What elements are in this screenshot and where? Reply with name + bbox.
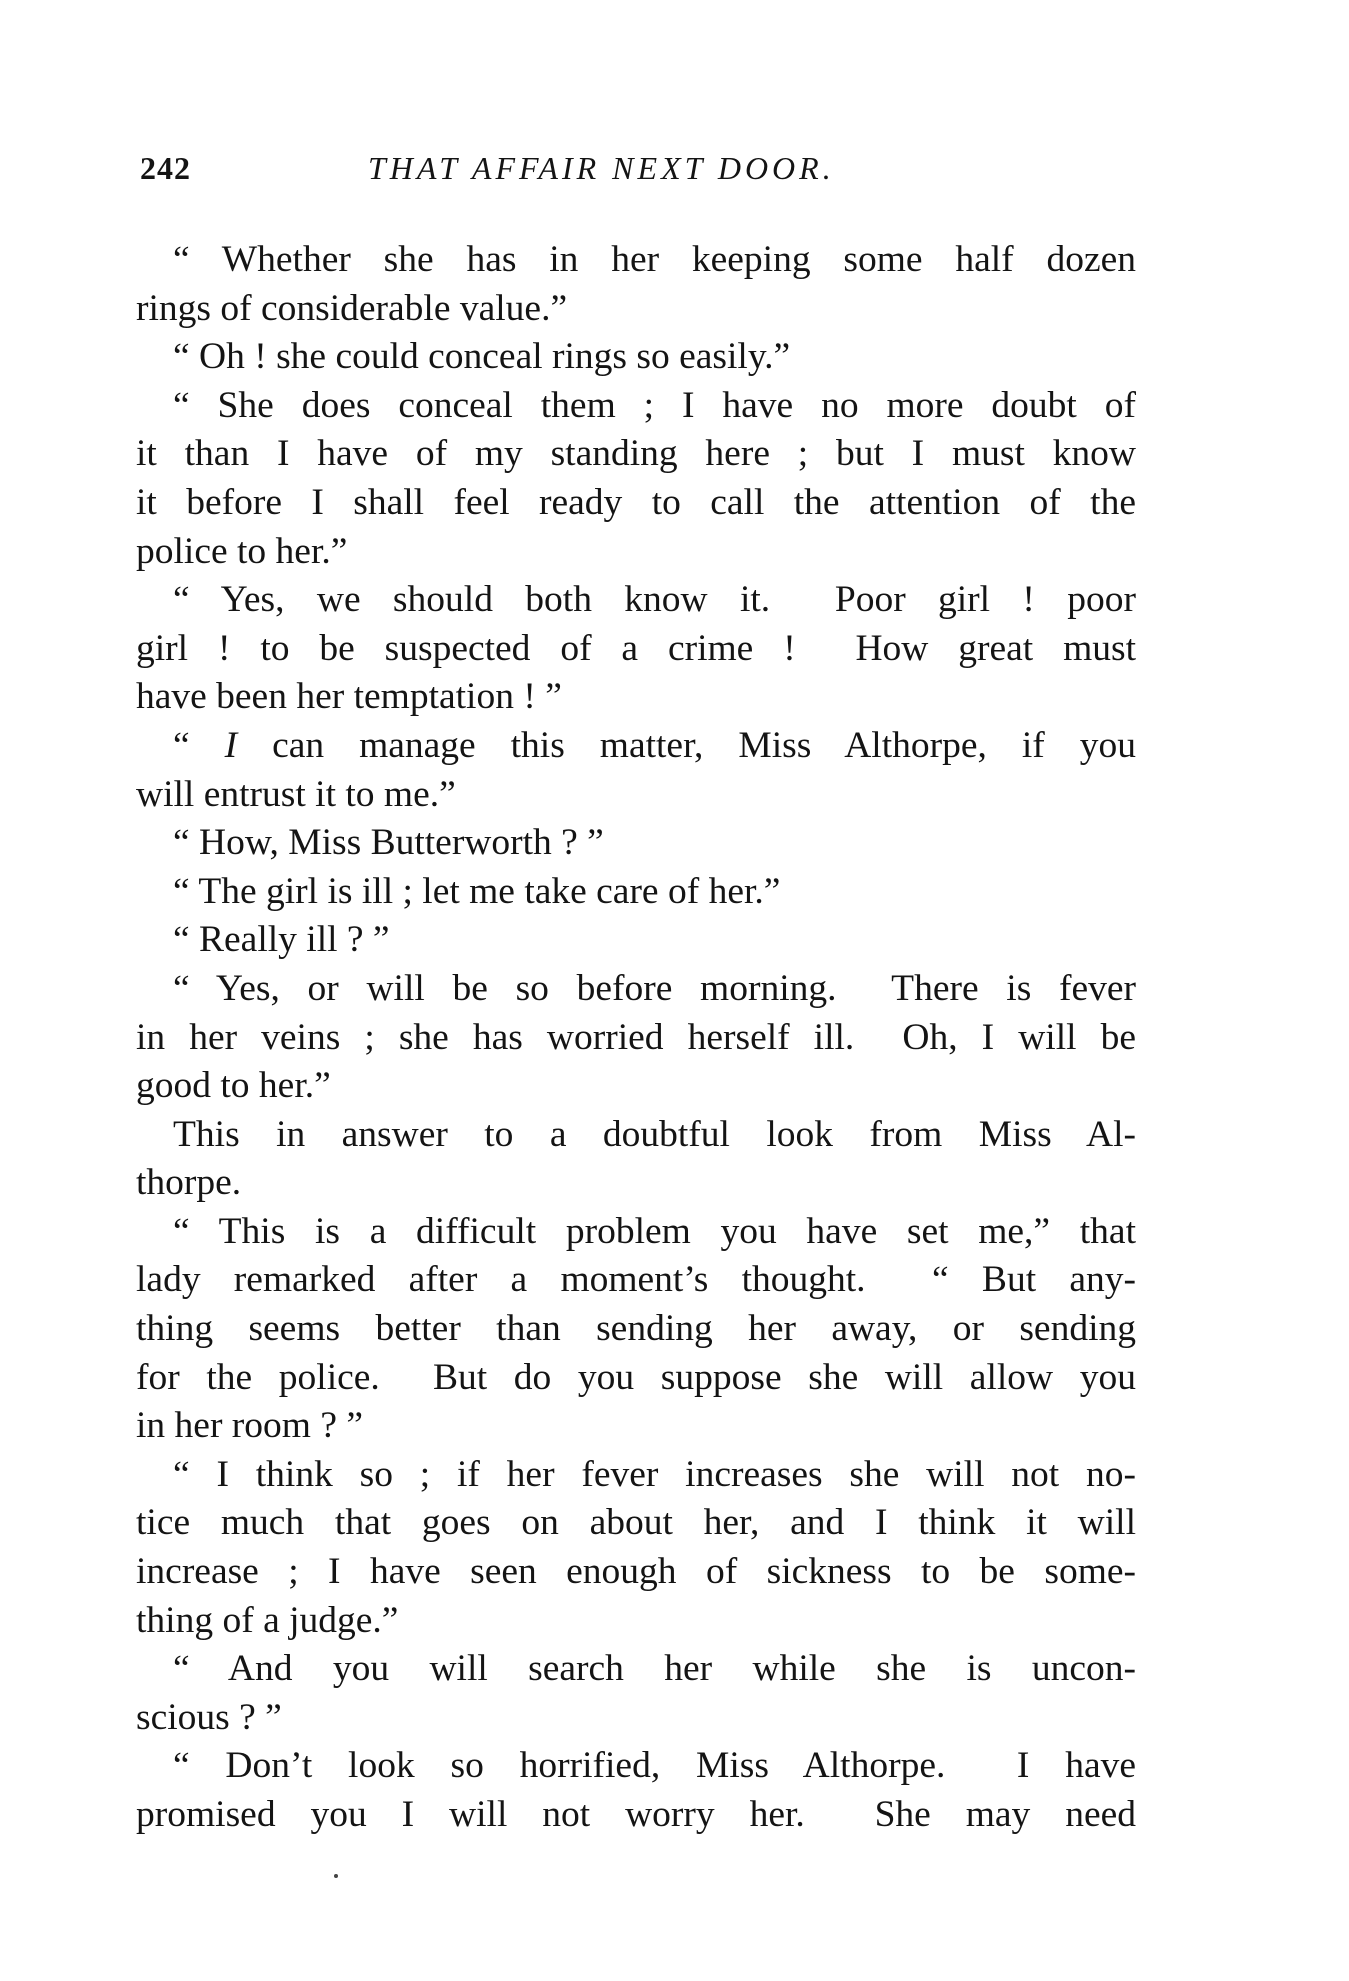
text-line: “ Yes, we should both know it. Poor girl ! poor [173, 579, 1136, 621]
text-line: it than I have of my standing here ; but I must know [136, 433, 1136, 475]
text-line: “ I think so ; if her fever increases she will not no- [173, 1453, 1136, 1495]
page-header [0, 150, 1349, 200]
text-line: good to her.” [136, 1065, 331, 1107]
text-line: “ And you will search her while she is uncon- [173, 1648, 1136, 1690]
text-line: increase ; I have seen enough of sickness to be some- [136, 1551, 1136, 1593]
ink-speck [334, 1874, 338, 1878]
text-line: in her room ? ” [136, 1405, 363, 1447]
text-line: “ Don’t look so horrified, Miss Althorpe. I have [173, 1745, 1136, 1787]
text-line: rings of considerable value.” [136, 287, 568, 329]
text-line: police to her.” [136, 530, 348, 572]
text-line: thorpe. [136, 1162, 242, 1204]
running-title: THAT AFFAIR NEXT DOOR. [368, 150, 835, 186]
text-line: it before I shall feel ready to call the attention of the [136, 481, 1136, 523]
text-line: scious ? ” [136, 1696, 282, 1738]
text-line: will entrust it to me.” [136, 773, 456, 815]
text-line: for the police. But do you suppose she will allow you [136, 1356, 1136, 1398]
text-line: “ This is a difficult problem you have set me,” that [173, 1210, 1136, 1252]
text-line: “ Oh ! she could conceal rings so easily.” [173, 336, 791, 378]
text-line: “ How, Miss Butterworth ? ” [173, 822, 604, 864]
text-line: lady remarked after a moment’s thought. “ But any- [136, 1259, 1136, 1301]
text-line: “ The girl is ill ; let me take care of her.” [173, 870, 781, 912]
body-text [136, 236, 1136, 1840]
text-line: thing seems better than sending her away, or sending [136, 1308, 1136, 1350]
text-line: girl ! to be suspected of a crime ! How great must [136, 627, 1136, 669]
text-line: “ Whether she has in her keeping some half dozen [173, 239, 1136, 280]
page-number: 242 [140, 150, 191, 186]
text-line: in her veins ; she has worried herself ill. Oh, I will be [136, 1016, 1136, 1058]
text-line: thing of a judge.” [136, 1599, 399, 1641]
text-line: have been her temptation ! ” [136, 676, 562, 718]
text-line: tice much that goes on about her, and I think it will [136, 1502, 1136, 1544]
text-line: promised you I will not worry her. She may need [136, 1794, 1136, 1835]
text-line: “ Really ill ? ” [173, 919, 390, 961]
text-line: “ I can manage this matter, Miss Althorpe, if you [173, 724, 1136, 766]
text-line: This in answer to a doubtful look from Miss Al- [173, 1113, 1136, 1155]
emphasis: I [224, 724, 238, 766]
text-line: “ Yes, or will be so before morning. There is fever [173, 967, 1136, 1009]
text-line: “ She does conceal them ; I have no more doubt of [173, 384, 1136, 426]
